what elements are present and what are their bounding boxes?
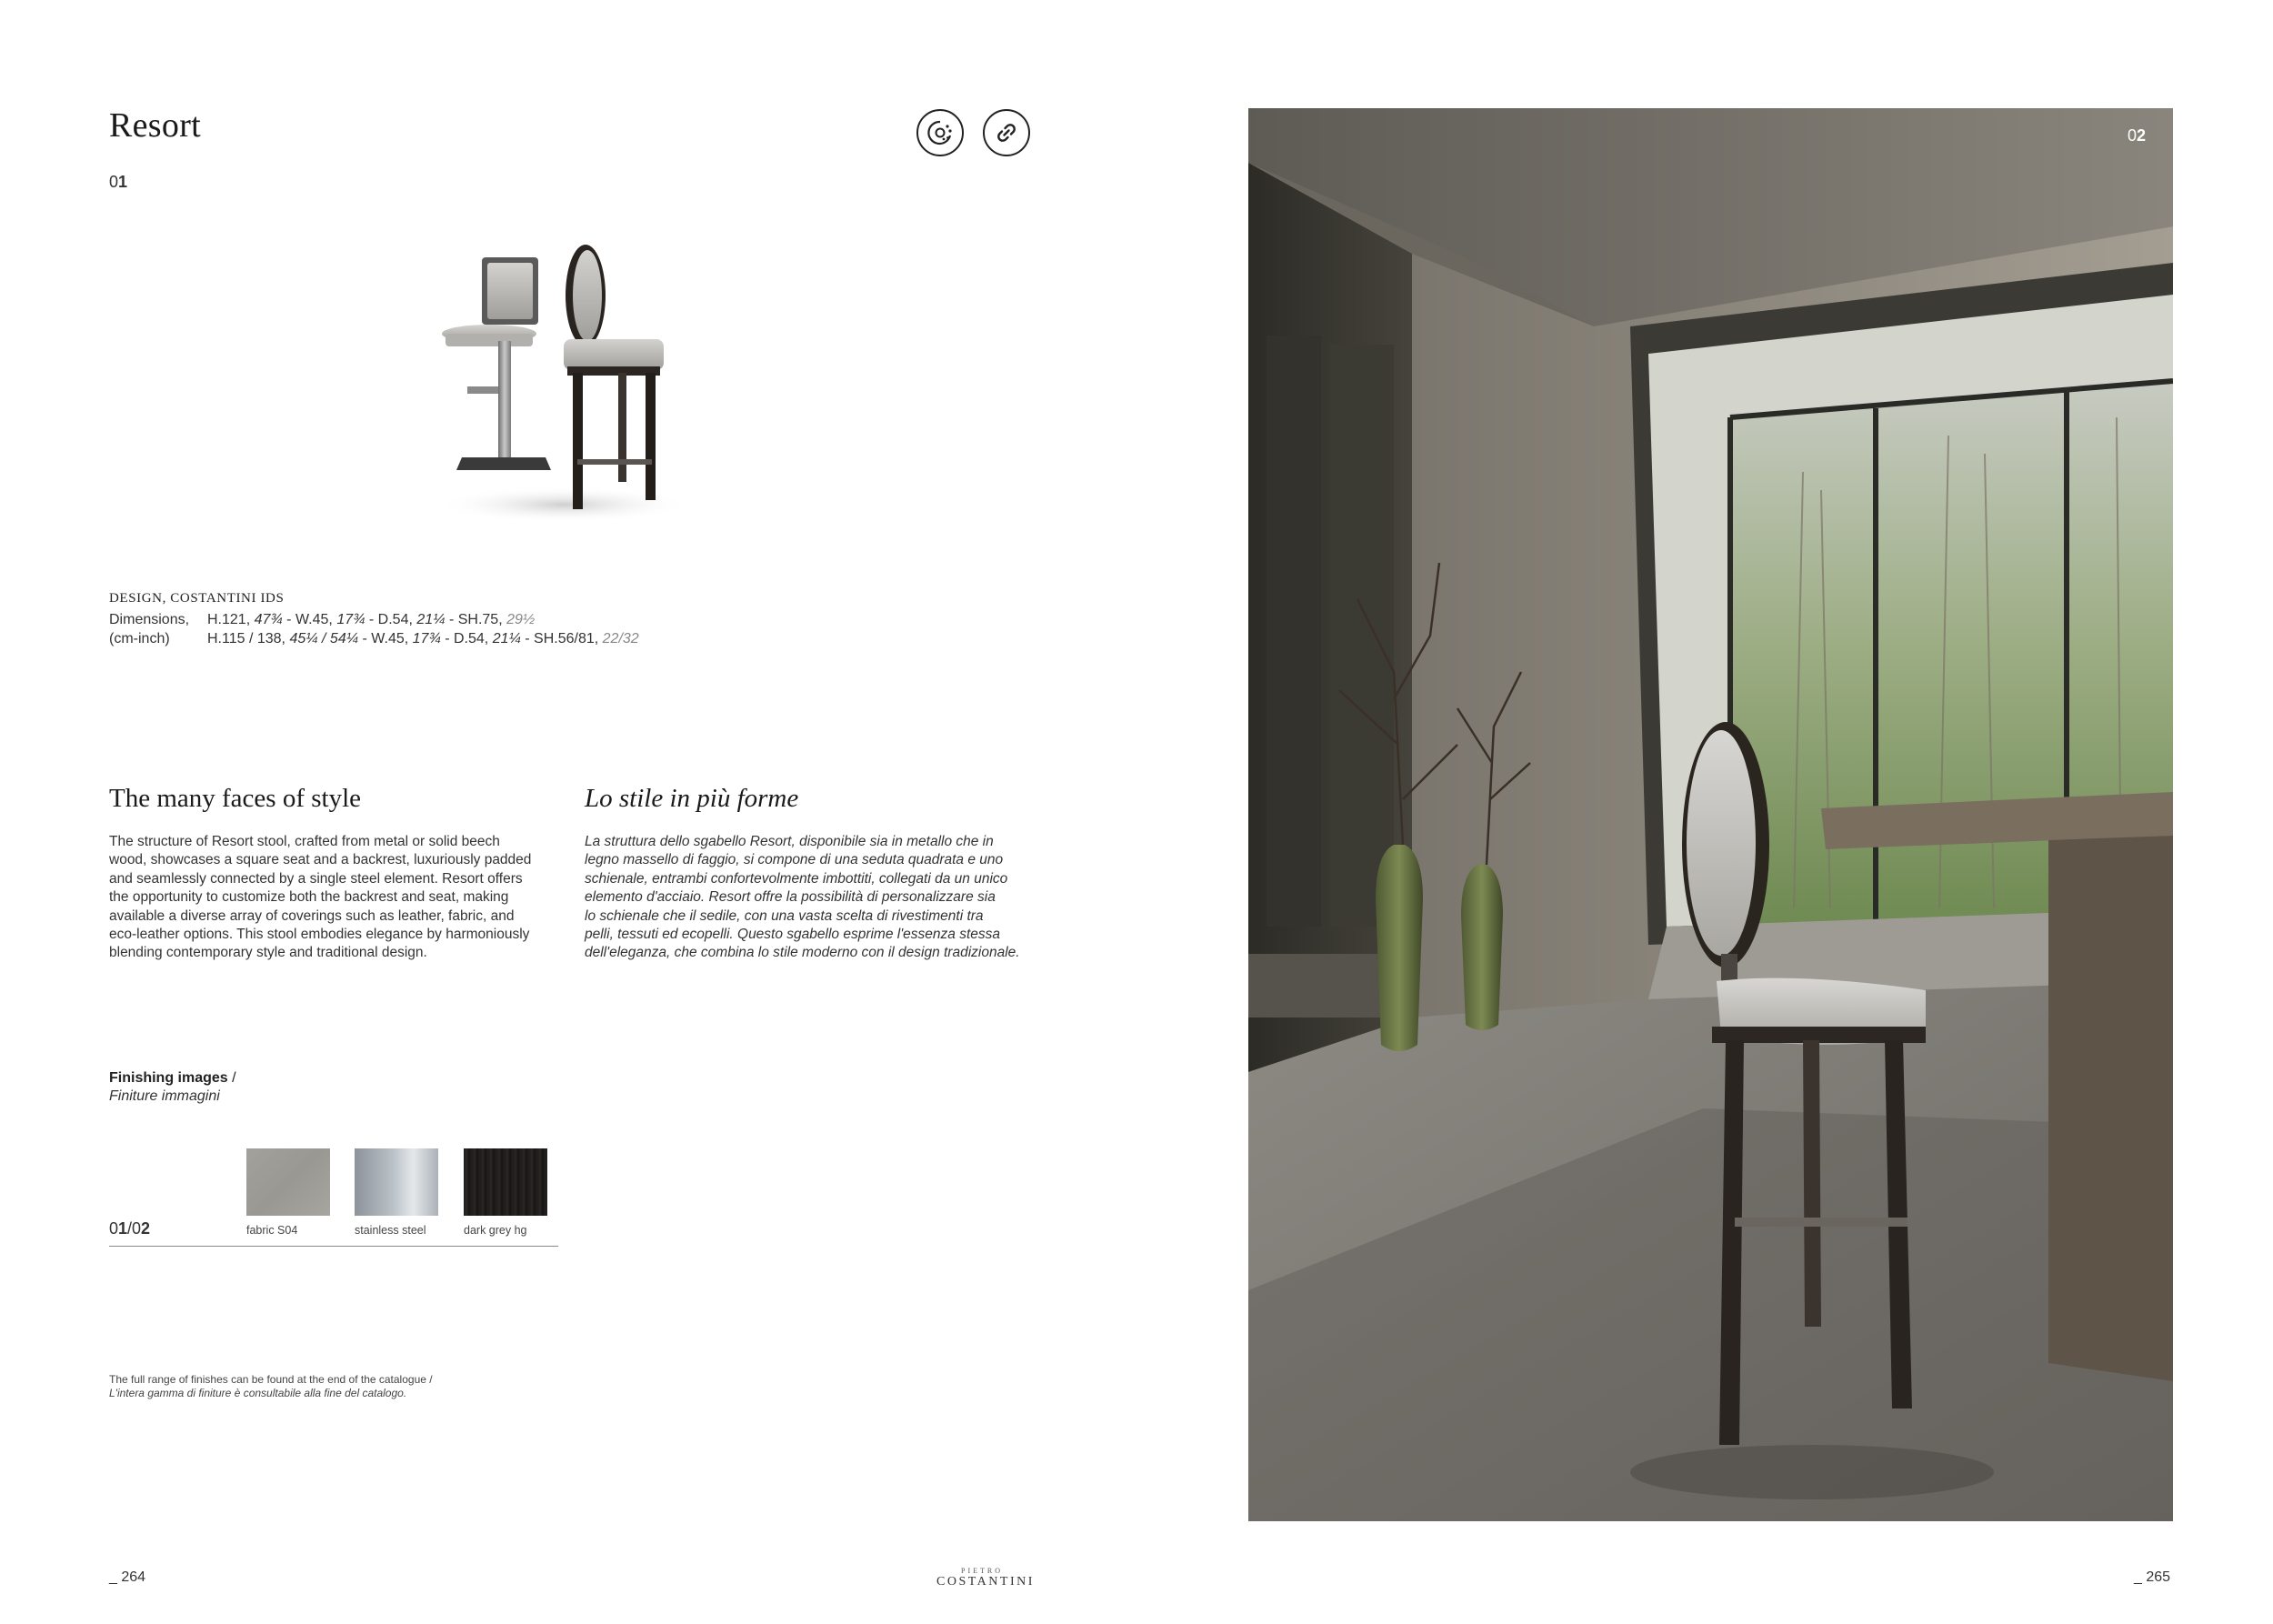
heading-italian: Lo stile in più forme <box>585 784 799 813</box>
page-number-left: _ 264 <box>109 1569 146 1585</box>
swatch-label: dark grey hg <box>464 1224 527 1237</box>
dimensions-row-2: (cm-inch) H.115 / 138, 45¼ / 54¼ - W.45, 17¾ - D.54, 21¼ - SH.56/81, 22/32 <box>109 631 639 647</box>
color-swatch-icon[interactable] <box>916 109 964 156</box>
dimensions-row-1: Dimensions, H.121, 47¾ - W.45, 17¾ - D.54, 21¼ - SH.75, 29½ <box>109 612 536 627</box>
design-credit: DESIGN, COSTANTINI IDS <box>109 591 285 606</box>
finishes-subtitle: Finiture immagini <box>109 1088 220 1104</box>
page-number-right: _ 265 <box>2134 1569 2171 1585</box>
photo-number: 02 <box>2128 126 2147 145</box>
product-title: Resort <box>109 106 202 145</box>
finishes-note-italian: L'intera gamma di finiture è consultabile alla fine del catalogo. <box>109 1387 407 1399</box>
heading-english: The many faces of style <box>109 784 362 813</box>
dimensions-label: Dimensions, <box>109 612 190 627</box>
product-photo <box>427 232 700 532</box>
swatch-label: fabric S04 <box>246 1224 298 1237</box>
finishes-counter: 01/02 <box>109 1219 151 1238</box>
finish-swatch-steel[interactable] <box>355 1148 438 1216</box>
swatch-label: stainless steel <box>355 1224 426 1237</box>
finishes-title: Finishing images / <box>109 1070 236 1086</box>
description-english: The structure of Resort stool, crafted from metal or solid beech wood, showcases a square seat and a backrest, luxuriously padded and seamlessly connected by a single steel element. Resort offers the opportunity to customize both the backrest and seat, making available a diverse array of coverings such as leather, fabric, and eco-leather options. This stool embodies elegance by harmoniously blending contemporary style and traditional design. <box>109 834 532 961</box>
divider <box>109 1246 558 1247</box>
link-icon[interactable] <box>983 109 1030 156</box>
description-italian: La struttura dello sgabello Resort, disponibile sia in metallo che in legno massello di faggio, si compone di una seduta quadrata e uno schienale, entrambi confortevolmente imbottiti, collegati da un unico elemento d'acciaio. Resort offre la possibilità di personalizzare sia lo schienale che il sedile, con una vasta scelta di rivestimenti tra pelli, tessuti ed ecopelli. Questo sgabello esprime l'essenza stessa dell'eleganza, che combina lo stile moderno con il design tradizionale. <box>585 834 1020 961</box>
finish-swatch-dark-grey[interactable] <box>464 1148 547 1216</box>
interior-photo <box>1248 108 2173 1521</box>
units-label: (cm-inch) <box>109 631 170 647</box>
brand-logo: PIETRO COSTANTINI <box>936 1567 1035 1589</box>
finish-swatch-fabric[interactable] <box>246 1148 330 1216</box>
section-number: 01 <box>109 173 128 191</box>
finishes-note-english: The full range of finishes can be found at the end of the catalogue / <box>109 1373 433 1386</box>
